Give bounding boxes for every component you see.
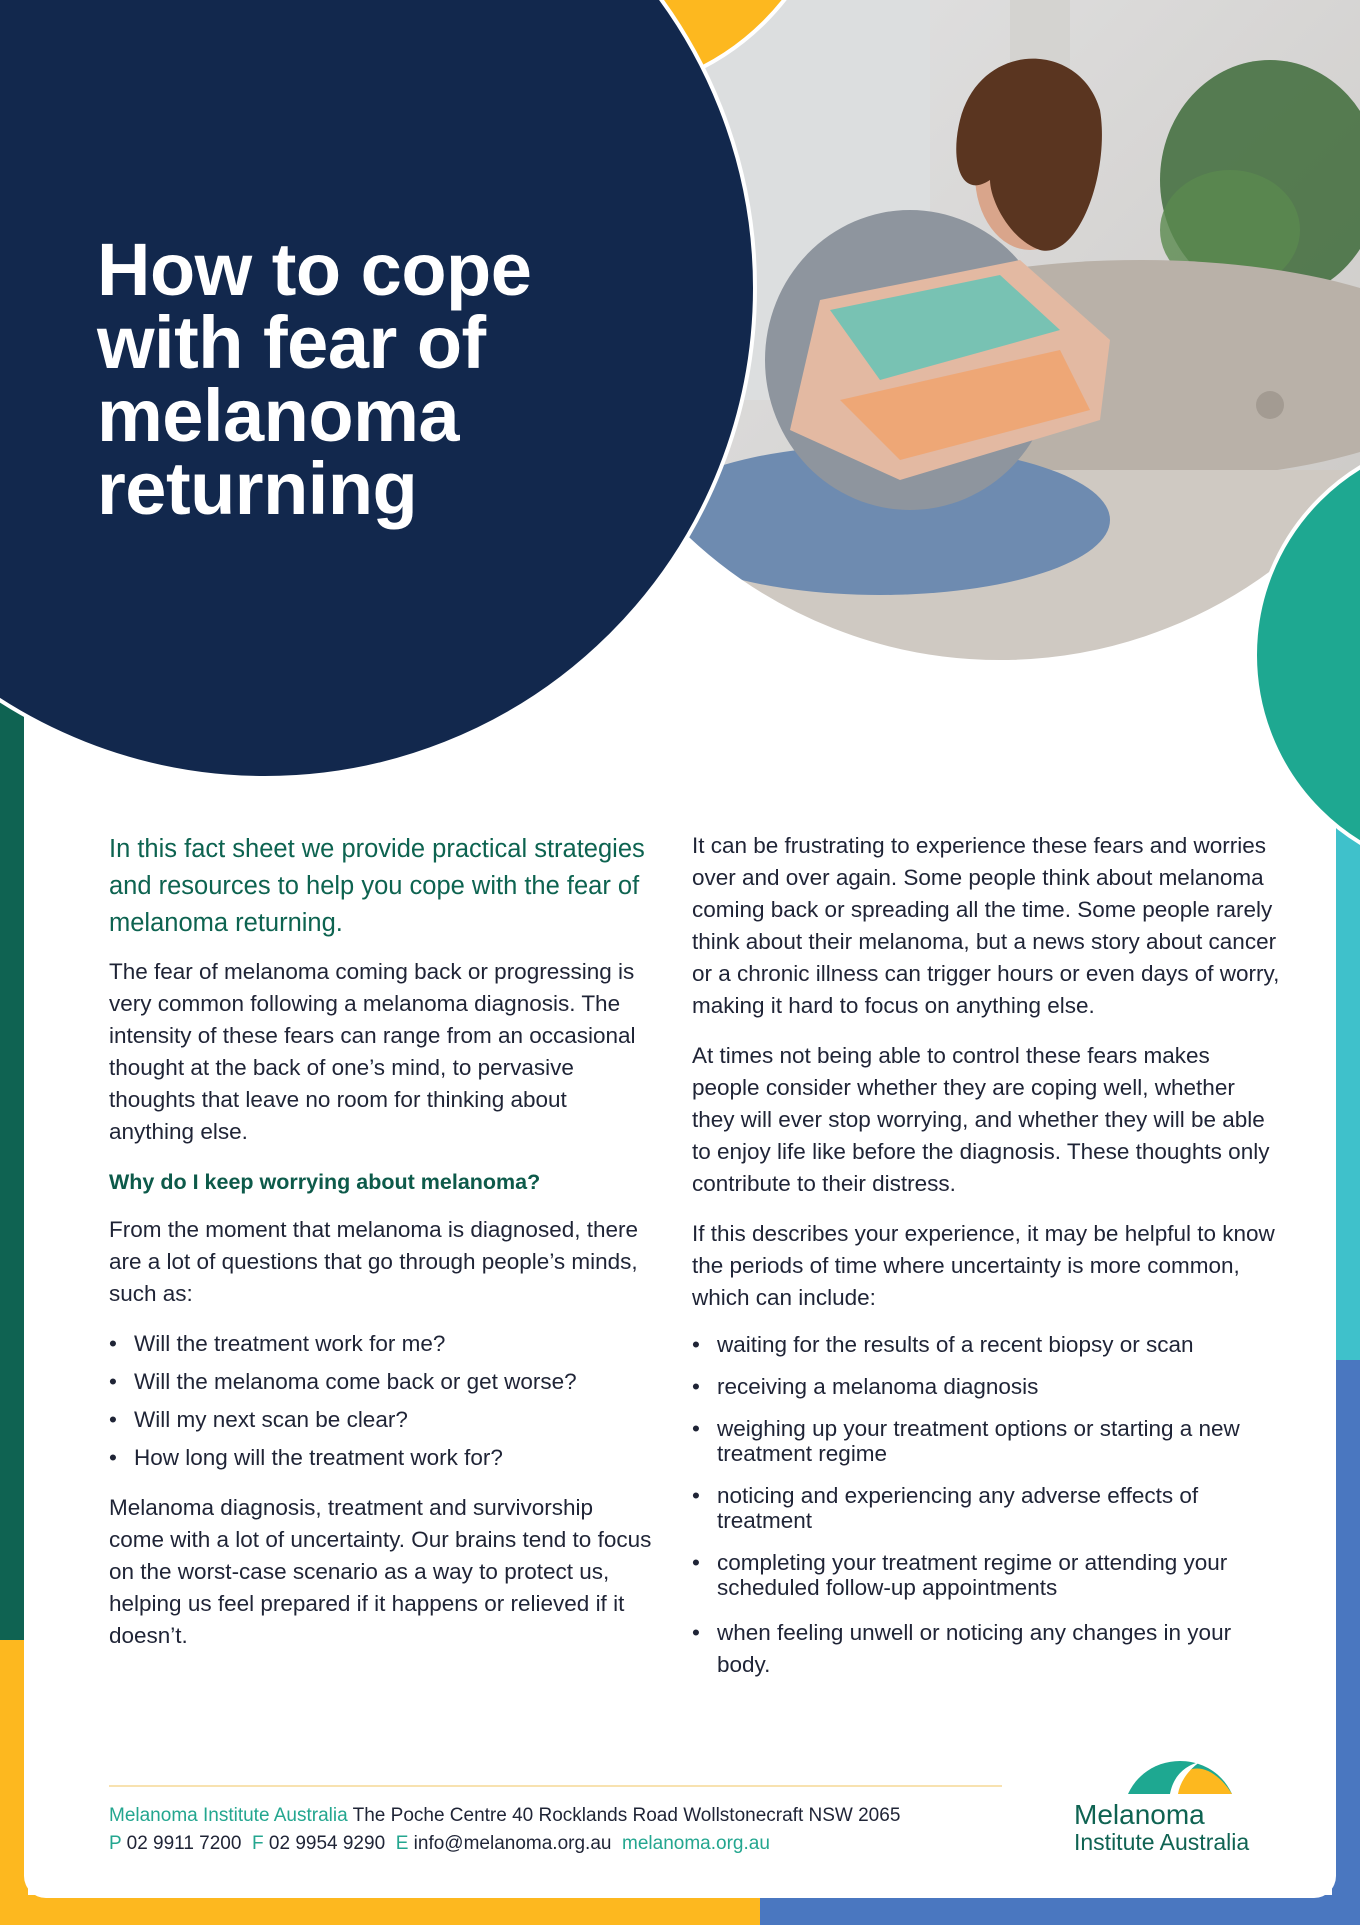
footer-org: Melanoma Institute Australia — [109, 1805, 348, 1826]
uncertainty-paragraph: Melanoma diagnosis, treatment and survivorship come with a lot of uncertainty. Our brains tend to focus on the worst-case scenario as a way to protect us, helping us feel prepared if it happens or relieved if it doesn’t. — [109, 1495, 652, 1648]
phone-number[interactable]: 02 9911 7200 — [126, 1833, 242, 1854]
melanoma-institute-logo — [1070, 1752, 1280, 1862]
fax-label: F — [252, 1833, 264, 1854]
list-item: • when feeling unwell or noticing any changes in your body. — [692, 1617, 1282, 1681]
list-item: • receiving a melanoma diagnosis — [692, 1374, 1282, 1399]
bottom-band-blue — [760, 1895, 1360, 1925]
list-item: • Will the treatment work for me? — [109, 1328, 654, 1360]
website-link[interactable]: melanoma.org.au — [622, 1833, 770, 1854]
questions-list — [109, 1328, 654, 1474]
footer-contact-line — [109, 1832, 770, 1856]
periods-intro: If this describes your experience, it may be helpful to know the periods of time where uncertainty is more common, which can include: — [692, 1221, 1275, 1310]
fax-number: 02 9954 9290 — [268, 1833, 386, 1854]
footer-address: The Poche Centre 40 Rocklands Road Wollstonecraft NSW 2065 — [352, 1805, 901, 1826]
list-item: • Will my next scan be clear? — [109, 1404, 654, 1436]
list-item: • completing your treatment regime or attending your scheduled follow-up appointments — [692, 1550, 1282, 1600]
right-column — [692, 830, 1282, 1699]
section-heading: Why do I keep worrying about melanoma? — [109, 1170, 541, 1194]
frustrating-paragraph: It can be frustrating to experience these fears and worries over and over again. Some people think about melanoma coming back or spreading all the time. Some people rarely think about their melanoma, but a news story about cancer or a chronic illness can trigger hours or even days of worry, making it hard to focus on anything else. — [692, 833, 1280, 1018]
phone-label: P — [109, 1833, 122, 1854]
questions-intro: From the moment that melanoma is diagnosed, there are a lot of questions that go through people’s minds, such as: — [109, 1217, 639, 1306]
list-item: • noticing and experiencing any adverse effects of treatment — [692, 1483, 1282, 1533]
right-band-blue — [1332, 1360, 1360, 1925]
periods-list — [692, 1332, 1282, 1681]
left-band-dark-green — [0, 700, 28, 1650]
footer-address-line — [109, 1804, 900, 1828]
list-item: • weighing up your treatment options or starting a new treatment regime — [692, 1416, 1282, 1466]
control-paragraph: At times not being able to control these fears makes people consider whether they are coping well, whether they will ever stop worrying, and whether they will be able to enjoy life like before the diagnosis. These thoughts only contribute to their distress. — [692, 1043, 1270, 1196]
logo-line-1: Melanoma — [1074, 1799, 1205, 1830]
email-link[interactable]: info@melanoma.org.au — [413, 1833, 612, 1854]
fear-paragraph: The fear of melanoma coming back or progressing is very common following a melanoma diagnosis. The intensity of these fears can range from an occasional thought at the back of one’s mind, to pervasive thoughts that leave no room for thinking about anything else. — [109, 959, 636, 1144]
page-title: How to cope with fear of melanoma returning — [97, 228, 532, 530]
email-label: E — [395, 1833, 409, 1854]
logo-line-2: Institute Australia — [1074, 1829, 1250, 1855]
left-band-yellow — [0, 1640, 28, 1925]
intro-text: In this fact sheet we provide practical strategies and resources to help you cope with the fear of melanoma returning. — [109, 835, 645, 937]
bottom-band-yellow — [0, 1895, 760, 1925]
footer-divider — [109, 1785, 1002, 1787]
right-band-cyan — [1332, 820, 1360, 1370]
list-item: • Will the melanoma come back or get worse? — [109, 1366, 654, 1398]
umbrella-logo-icon — [1128, 1761, 1232, 1794]
list-item: • waiting for the results of a recent biopsy or scan — [692, 1332, 1282, 1357]
left-column — [109, 831, 654, 1670]
list-item: • How long will the treatment work for? — [109, 1442, 654, 1474]
